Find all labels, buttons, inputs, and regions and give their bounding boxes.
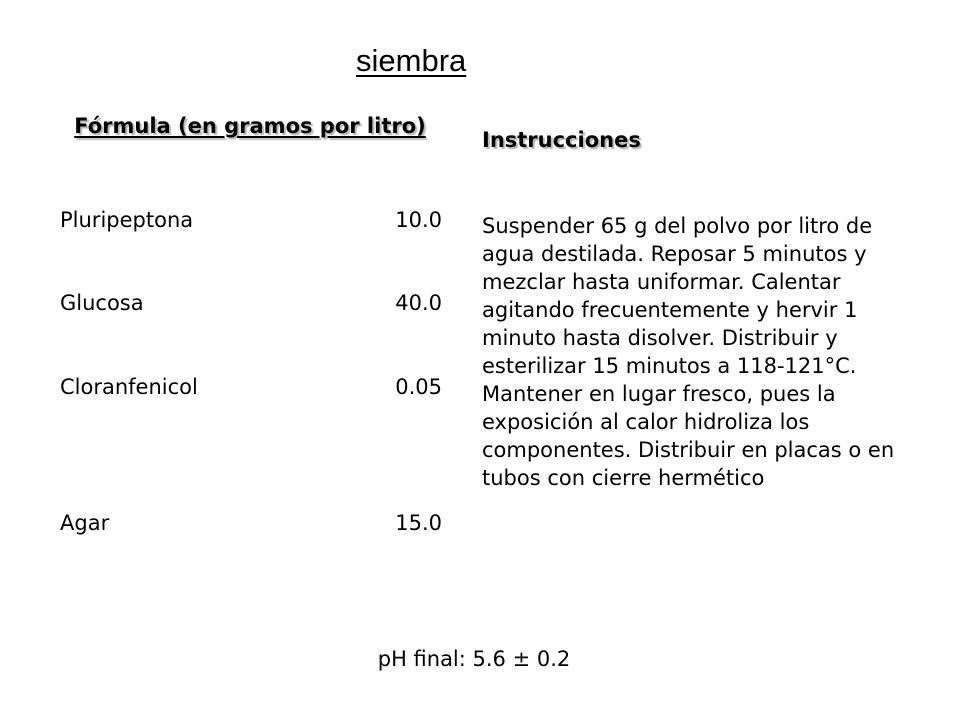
slide-title: siembra xyxy=(356,43,467,78)
instructions-heading: Instrucciones xyxy=(482,128,641,152)
ingredient-name-glucosa: Glucosa xyxy=(60,291,144,315)
ingredient-qty-agar: 15.0 xyxy=(395,511,442,535)
ingredient-qty-cloranfenicol: 0.05 xyxy=(395,375,442,399)
ingredient-qty-glucosa: 40.0 xyxy=(395,291,442,315)
ingredient-name-agar: Agar xyxy=(60,511,110,535)
ingredient-name-cloranfenicol: Cloranfenicol xyxy=(60,375,198,399)
ph-final-text: pH final: 5.6 ± 0.2 xyxy=(377,647,571,671)
ph-final-row xyxy=(0,645,960,673)
formula-heading: Fórmula (en gramos por litro) xyxy=(74,114,426,138)
ingredient-name-pluripeptona: Pluripeptona xyxy=(60,208,194,232)
instructions-text: Suspender 65 g del polvo por litro de agua destilada. Reposar 5 minutos y mezclar hasta uniformar. Calentar agitando frecuentemente y hervir 1 minuto hasta disolver. Distribuir y esterilizar 15 minutos a 118-121°C. Mantener en lugar fresco, pues la exposición al calor hidroliza los componentes. Distribuir en placas o en tubos con cierre hermético xyxy=(482,214,895,490)
ingredient-qty-pluripeptona: 10.0 xyxy=(395,208,442,232)
